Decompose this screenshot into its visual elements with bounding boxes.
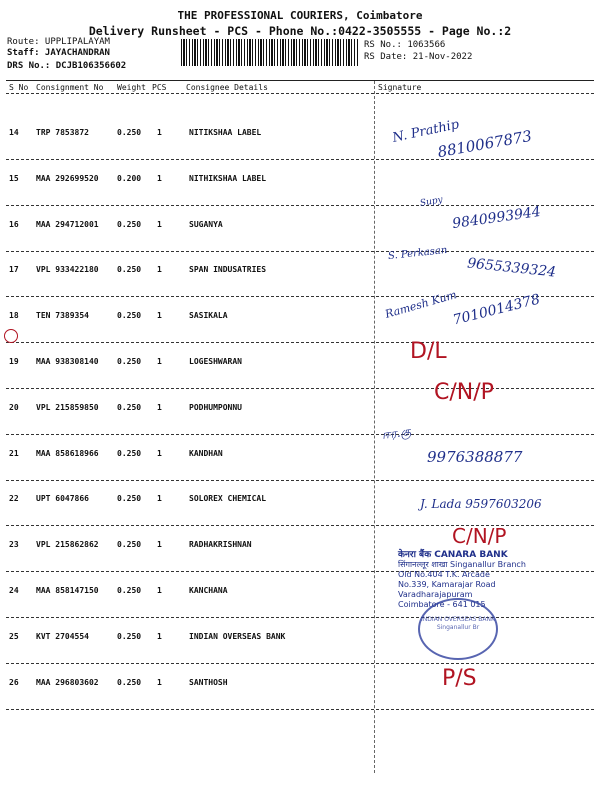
cell-cons: MAA 294712001 <box>36 219 99 229</box>
cell-consignee: INDIAN OVERSEAS BANK <box>189 631 286 641</box>
cell-weight: 0.250 <box>117 128 142 137</box>
cell-cons: VPL 215862862 <box>36 540 99 550</box>
seal-text: INDIAN OVERSEAS BANK Singanallur Br <box>421 616 495 631</box>
staff-label: Staff: JAYACHANDRAN <box>7 48 110 58</box>
cell-pcs: 1 <box>157 677 162 687</box>
cell-consignee: NITIKSHAA LABEL <box>189 128 262 137</box>
col-header-consignment: Consignment No <box>36 83 104 92</box>
drs-number: DRS No.: DCJB106356602 <box>7 61 127 71</box>
cell-weight: 0.250 <box>117 494 142 504</box>
cell-weight: 0.200 <box>117 173 142 183</box>
cell-pcs: 1 <box>157 173 162 183</box>
table-header-rule <box>6 93 594 94</box>
table-row <box>0 174 600 188</box>
cell-pcs: 1 <box>157 448 162 458</box>
col-header-pcs: PCS <box>152 83 167 92</box>
barcode <box>181 39 358 66</box>
cell-pcs: 1 <box>157 402 162 412</box>
cell-consignee: KANDHAN <box>189 448 223 458</box>
cell-cons: UPT 6047866 <box>36 494 89 504</box>
cell-weight: 0.250 <box>117 448 142 458</box>
cell-weight: 0.250 <box>117 402 142 412</box>
row-separator <box>6 663 594 664</box>
cell-sno: 15 <box>9 173 19 183</box>
cell-weight: 0.250 <box>117 677 142 687</box>
col-header-weight: Weight <box>117 83 146 92</box>
signature-18-phone: 7010014378 <box>451 291 542 329</box>
cell-cons: MAA 292699520 <box>36 173 99 183</box>
cell-sno: 18 <box>9 311 19 321</box>
cell-weight: 0.250 <box>117 311 142 321</box>
signature-19-status: D/L <box>410 339 447 364</box>
cell-cons: VPL 215859850 <box>36 402 99 412</box>
signature-20-status: C/N/P <box>434 380 494 405</box>
cell-pcs: 1 <box>157 128 162 137</box>
row-separator <box>6 434 594 435</box>
row-separator <box>6 296 594 297</box>
signature-16: Supy <box>419 195 444 209</box>
cell-weight: 0.250 <box>117 540 142 550</box>
cell-consignee: PODHUMPONNU <box>189 402 242 412</box>
cell-consignee: SANTHOSH <box>189 677 228 687</box>
cell-cons: MAA 858147150 <box>36 586 99 595</box>
cell-sno: 20 <box>9 402 19 412</box>
iob-seal <box>418 598 498 660</box>
signature-17: S. Perkasan <box>387 244 448 263</box>
signature-18: Ramesh Kum <box>383 288 459 321</box>
cell-sno: 24 <box>9 586 19 595</box>
cell-cons: KVT 2704554 <box>36 631 89 641</box>
table-row <box>0 357 600 371</box>
cell-pcs: 1 <box>157 311 162 321</box>
cell-pcs: 1 <box>157 357 162 366</box>
cell-sno: 26 <box>9 677 19 687</box>
row-separator <box>6 388 594 389</box>
cell-sno: 23 <box>9 540 19 550</box>
row-separator <box>6 251 594 252</box>
cell-consignee: SASIKALA <box>189 311 228 321</box>
row-separator <box>6 205 594 206</box>
cell-sno: 22 <box>9 494 19 504</box>
cell-cons: MAA 858618966 <box>36 448 99 458</box>
signature-21-phone: 9976388877 <box>427 448 523 466</box>
row-19-circle-mark <box>4 329 18 343</box>
cell-consignee: RADHAKRISHNAN <box>189 540 252 550</box>
rs-number: RS No.: 1063566 <box>364 40 446 50</box>
stamp-line-1: केनरा बैंक CANARA BANK <box>398 550 508 560</box>
cell-weight: 0.250 <box>117 586 142 595</box>
cell-pcs: 1 <box>157 631 162 641</box>
signature-23: J. Lada 9597603206 <box>420 497 542 511</box>
cell-sno: 16 <box>9 219 19 229</box>
cell-sno: 17 <box>9 265 19 275</box>
cell-cons: TEN 7389354 <box>36 311 89 321</box>
row-separator <box>6 480 594 481</box>
table-row <box>0 678 600 692</box>
runsheet-subtitle: Delivery Runsheet - PCS - Phone No.:0422-3505555 - Page No.:2 <box>88 24 512 38</box>
signature-16-phone: 9840993944 <box>451 203 542 233</box>
row-separator <box>6 709 594 710</box>
stamp-line-3: Old No.404 T.K. Arcade <box>398 570 490 579</box>
table-top-rule <box>6 80 594 81</box>
signature-26-status: P/S <box>442 666 477 691</box>
row-separator <box>6 617 594 618</box>
signature-21: ஈர.கு <box>381 424 412 442</box>
cell-weight: 0.250 <box>117 265 142 275</box>
cell-cons: TRP 7853872 <box>36 128 89 137</box>
rs-date: RS Date: 21-Nov-2022 <box>364 52 473 62</box>
col-header-signature: Signature <box>378 83 422 92</box>
cell-consignee: NITHIKSHAA LABEL <box>189 173 267 183</box>
cell-pcs: 1 <box>157 219 162 229</box>
stamp-line-4: No.339, Kamarajar Road <box>398 580 496 589</box>
table-row <box>0 403 600 417</box>
signature-14: N. Prathip <box>391 117 461 146</box>
cell-cons: MAA 296803602 <box>36 677 99 687</box>
cell-consignee: SPAN INDUSATRIES <box>189 265 267 275</box>
cell-weight: 0.250 <box>117 219 142 229</box>
cell-pcs: 1 <box>157 265 162 275</box>
stamp-line-5: Varadharajapuram <box>398 590 473 599</box>
cell-consignee: LOGESHWARAN <box>189 357 242 366</box>
signature-23-status: C/N/P <box>452 524 507 548</box>
stamp-line-2: सिंगानल्लूर शाखा Singanallur Branch <box>398 560 526 569</box>
row-separator <box>6 342 594 343</box>
route-label: Route: UPPLIPALAYAM <box>7 37 110 47</box>
cell-pcs: 1 <box>157 494 162 504</box>
cell-weight: 0.250 <box>117 357 142 366</box>
cell-weight: 0.250 <box>117 631 142 641</box>
cell-consignee: SOLOREX CHEMICAL <box>189 494 267 504</box>
stamp-line-6: Coimbatore - 641 015 <box>398 600 486 609</box>
table-row <box>0 632 600 646</box>
cell-sno: 21 <box>9 448 19 458</box>
cell-consignee: KANCHANA <box>189 586 228 595</box>
cell-pcs: 1 <box>157 586 162 595</box>
col-header-sno: S No <box>9 83 29 92</box>
signature-15-phone: 8810067873 <box>436 126 534 162</box>
row-separator <box>6 159 594 160</box>
cell-pcs: 1 <box>157 540 162 550</box>
cell-cons: VPL 933422180 <box>36 265 99 275</box>
col-header-consignee: Consignee Details <box>186 83 268 92</box>
cell-sno: 19 <box>9 357 19 366</box>
cell-consignee: SUGANYA <box>189 219 223 229</box>
signature-17-phone: 9655339324 <box>466 255 557 281</box>
cell-sno: 25 <box>9 631 19 641</box>
cell-sno: 14 <box>9 128 19 137</box>
company-title: THE PROFESSIONAL COURIERS, Coimbatore <box>177 9 423 22</box>
cell-cons: MAA 938308140 <box>36 357 99 366</box>
